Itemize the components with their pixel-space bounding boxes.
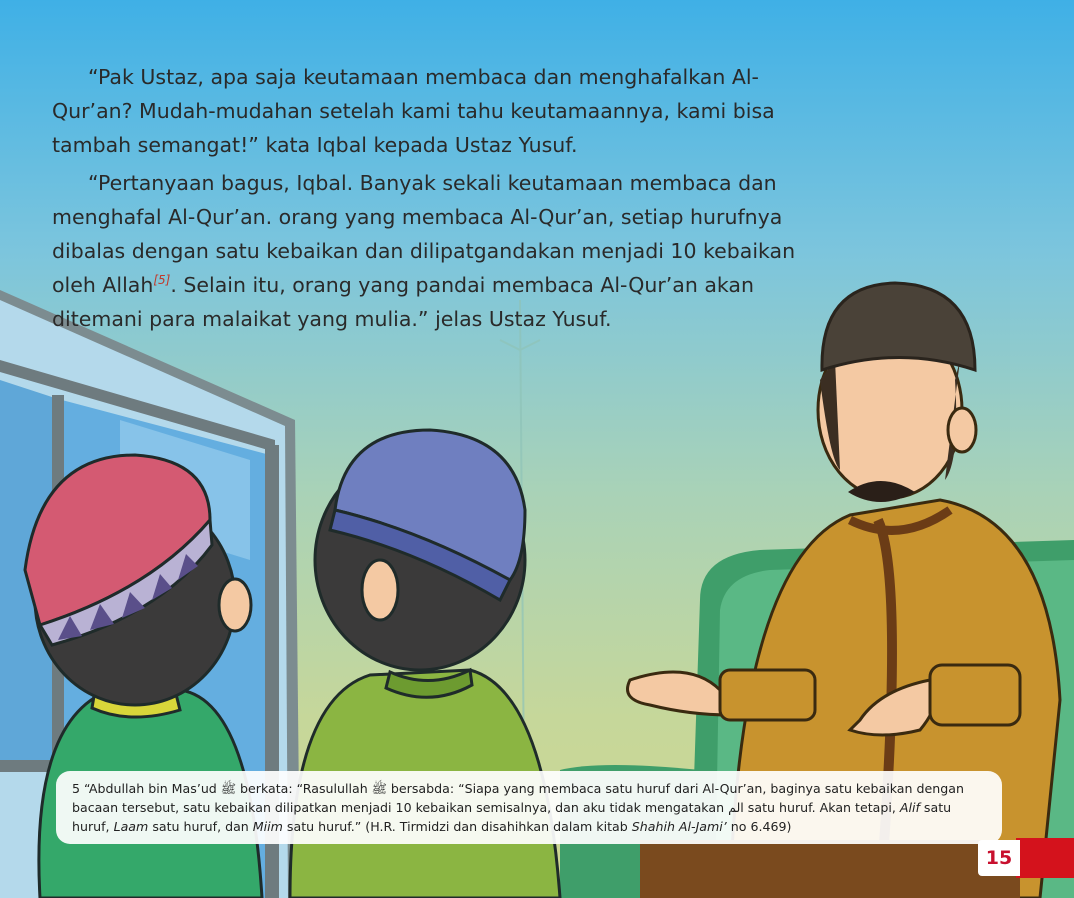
footnote-text: no 6.469) bbox=[726, 819, 792, 834]
footnote-book-title: Shahih Al-Jami’ bbox=[631, 819, 727, 834]
footnote-term-miim: Miim bbox=[252, 819, 283, 834]
footnote-text: satu huruf. Akan tetapi, bbox=[743, 800, 900, 815]
footnote-box bbox=[56, 771, 1002, 844]
footnote-arabic: الم bbox=[728, 800, 744, 815]
footnote-text: satu huruf, dan bbox=[148, 819, 253, 834]
page-number: 15 bbox=[978, 840, 1020, 876]
red-ribbon bbox=[1016, 838, 1074, 878]
footnote-term-laam: Laam bbox=[113, 819, 149, 834]
footnote-text: 5 “Abdullah bin Mas’ud ﷺ berkata: “Rasulullah ﷺ bersabda: “Siapa yang membaca satu huruf dari Al-Qur’an, baginya satu kebaikan dengan bacaan tersebut, satu kebaikan dilipatkan menjadi 10 kebaikan semisalnya, dan aku tidak mengatakan bbox=[72, 781, 964, 815]
footnote-text: satu huruf.” (H.R. Tirmidzi dan disahihkan dalam kitab bbox=[282, 819, 632, 834]
footnote-text: satu huruf, bbox=[72, 800, 952, 834]
story-paragraph-2-part-1: “Pertanyaan bagus, Iqbal. Banyak sekali keutamaan membaca dan menghafal Al-Qur’an. orang yang membaca Al-Qur’an, setiap hurufnya dibalas dengan satu kebaikan dan dilipatgandakan menjadi 10 kebaikan oleh Allah bbox=[52, 171, 796, 297]
footnote-reference[interactable]: [5] bbox=[153, 273, 171, 288]
footnote-term-alif: Alif bbox=[899, 800, 920, 815]
story-text bbox=[52, 60, 812, 340]
story-paragraph-2 bbox=[52, 166, 812, 336]
story-paragraph-1: “Pak Ustaz, apa saja keutamaan membaca dan menghafalkan Al-Qur’an? Mudah-mudahan setelah kami tahu keutamaannya, kami bisa tambah semangat!” kata Iqbal kepada Ustaz Yusuf. bbox=[52, 65, 775, 157]
story-paragraph-2-part-2: . Selain itu, orang yang pandai membaca Al-Qur’an akan ditemani para malaikat yang mulia.” jelas Ustaz Yusuf. bbox=[52, 273, 754, 331]
